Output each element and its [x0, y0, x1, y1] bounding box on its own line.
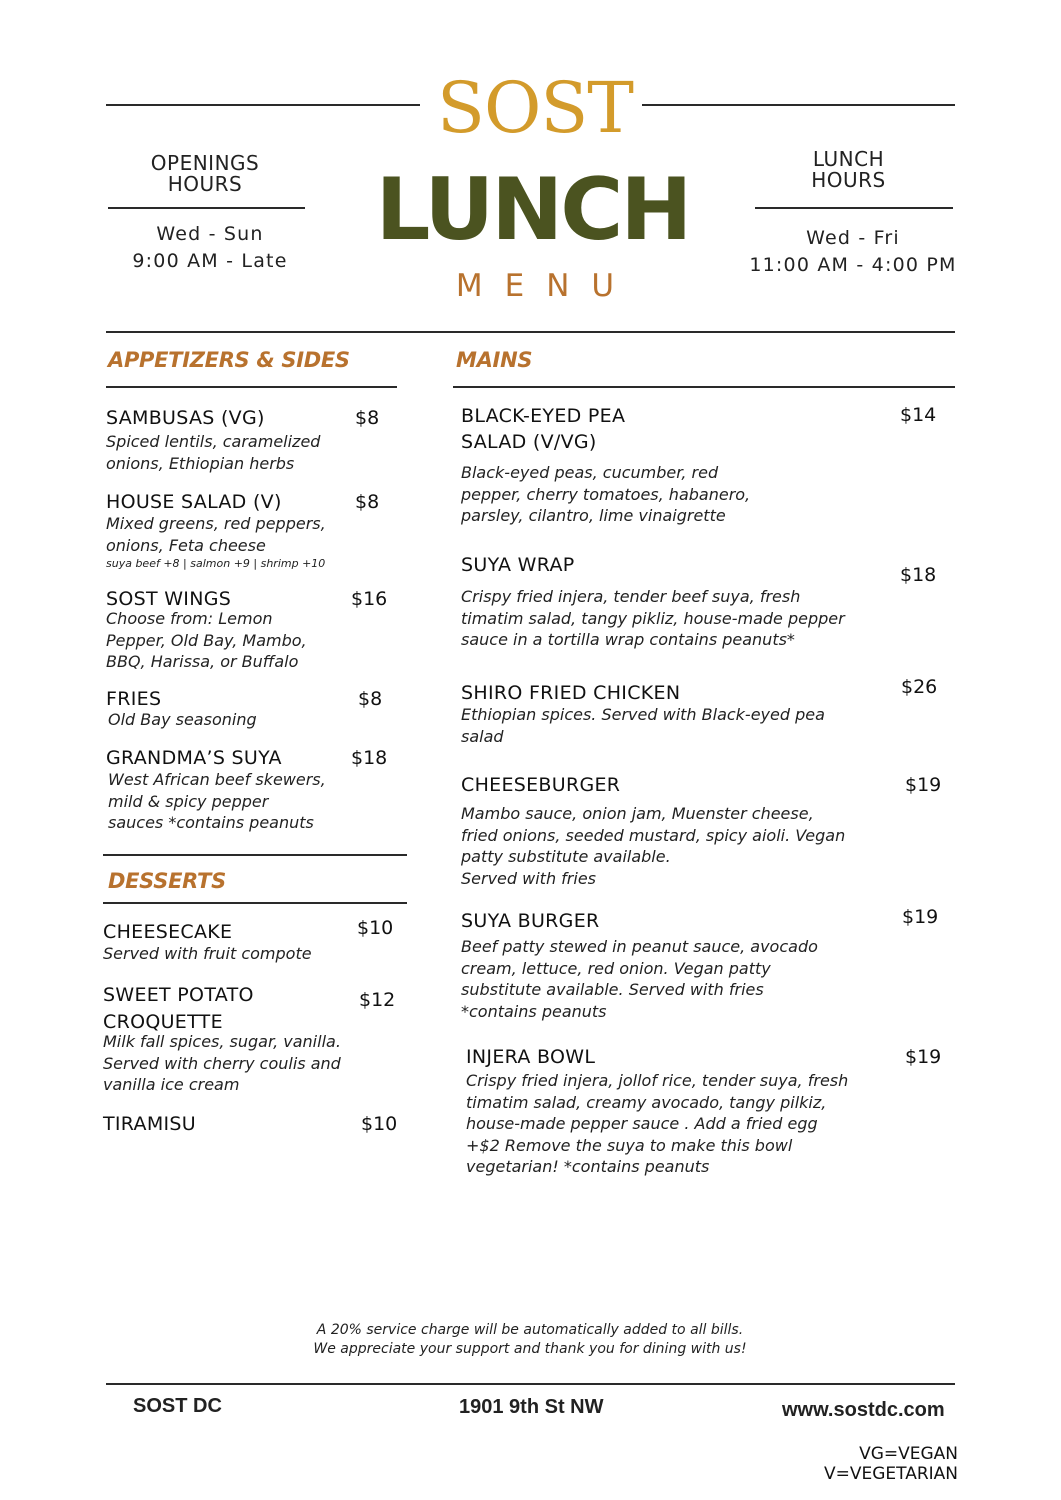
item-description — [106, 513, 326, 556]
note-line: A 20% service charge will be automatically added to all bills. — [316, 1322, 744, 1338]
lunch-hours-heading-line2: HOURS — [811, 168, 886, 192]
desc-line: BBQ, Harissa, or Buffalo — [106, 652, 299, 671]
desc-line: cream, lettuce, red onion. Vegan patty — [461, 958, 771, 978]
desc-line: Old Bay seasoning — [108, 710, 257, 729]
item-price: $8 — [355, 407, 380, 429]
name-line: CROQUETTE — [103, 1011, 223, 1033]
lunch-hours-time: 11:00 AM - 4:00 PM — [749, 254, 957, 276]
desc-line: Ethiopian spices. Served with Black-eyed pea — [461, 705, 825, 724]
item-price: $18 — [351, 747, 388, 769]
footer-rule — [106, 1383, 955, 1385]
desc-line: Milk fall spices, sugar, vanilla. — [103, 1032, 341, 1051]
opening-hours-text — [110, 221, 310, 275]
lunch-hours-text — [748, 225, 958, 279]
sost-logo: SOST — [437, 67, 633, 149]
item-description — [106, 608, 307, 673]
desc-line: timatim salad, creamy avocado, tangy pilkiz, — [466, 1092, 827, 1112]
desc-line: Mambo sauce, onion jam, Muenster cheese, — [461, 804, 814, 823]
desc-line: patty substitute available. — [461, 847, 671, 866]
item-price: $16 — [351, 588, 388, 610]
desc-line: Crispy fried injera, tender beef suya, fresh — [461, 587, 801, 606]
header-rule-right — [642, 104, 955, 106]
item-name: SHIRO FRIED CHICKEN — [461, 682, 681, 704]
lunch-hours-heading — [755, 149, 942, 191]
desc-line: Served with fruit compote — [103, 944, 312, 963]
header-bottom-rule — [106, 331, 955, 333]
desserts-title: DESSERTS — [108, 869, 226, 893]
item-description — [461, 936, 818, 1022]
item-name: FRIES — [106, 688, 162, 710]
opening-hours-heading — [110, 153, 300, 195]
page-subtitle: MENU — [455, 268, 637, 304]
desc-line: *contains peanuts — [461, 1001, 607, 1021]
restaurant-name: SOST DC — [133, 1395, 222, 1417]
appetizers-rule — [106, 386, 397, 388]
item-description — [461, 704, 825, 747]
item-price: $26 — [901, 676, 938, 698]
desc-line: mild & spicy pepper — [108, 791, 269, 811]
header-rule-left — [106, 104, 420, 106]
desc-line: substitute available. Served with fries — [461, 980, 764, 999]
item-price: $10 — [361, 1113, 398, 1135]
restaurant-address: 1901 9th St NW — [459, 1396, 604, 1418]
desc-line: Pepper, Old Bay, Mambo, — [106, 630, 307, 650]
desc-line: vanilla ice cream — [103, 1075, 240, 1094]
desc-line: salad — [461, 726, 504, 746]
item-description — [461, 462, 750, 527]
desc-line: parsley, cilantro, lime vinaigrette — [461, 506, 726, 525]
desc-line: Mixed greens, red peppers, — [106, 514, 326, 533]
desc-line: fried onions, seeded mustard, spicy aioli. Vegan — [461, 825, 846, 845]
appetizers-title: APPETIZERS & SIDES — [108, 348, 350, 372]
legend-vegetarian: V=VEGETARIAN — [823, 1464, 958, 1484]
item-name: CHEESEBURGER — [461, 774, 621, 796]
lunch-hours-rule — [755, 207, 953, 209]
item-name: HOUSE SALAD (V) — [106, 491, 282, 513]
opening-hours-heading-line2: HOURS — [167, 172, 243, 196]
desc-line: vegetarian! *contains peanuts — [466, 1157, 710, 1176]
desc-line: onions, Feta cheese — [106, 535, 266, 555]
diet-legend — [824, 1444, 958, 1484]
desserts-rule — [103, 902, 407, 904]
item-description — [108, 769, 326, 834]
restaurant-website[interactable]: www.sostdc.com — [782, 1399, 945, 1421]
desc-line: West African beef skewers, — [108, 770, 326, 789]
opening-hours-heading-line1: OPENINGS — [150, 151, 260, 175]
desc-line: sauces *contains peanuts — [108, 813, 314, 832]
mains-rule — [453, 386, 955, 388]
item-name: SAMBUSAS (VG) — [106, 407, 265, 429]
item-name: SOST WINGS — [106, 588, 232, 610]
item-description — [106, 431, 320, 474]
item-description — [461, 803, 845, 889]
note-line: We appreciate your support and thank you for dining with us! — [313, 1341, 747, 1357]
item-price: $19 — [905, 1046, 942, 1068]
desc-line: house-made pepper sauce . Add a fried egg — [466, 1114, 818, 1133]
item-price: $19 — [905, 774, 942, 796]
name-line: BLACK-EYED PEA — [461, 405, 626, 427]
item-name: SUYA WRAP — [461, 554, 575, 576]
item-price: $8 — [355, 491, 380, 513]
service-charge-note — [250, 1321, 810, 1359]
opening-hours-rule — [108, 207, 305, 209]
item-description — [466, 1070, 848, 1178]
item-price: $14 — [900, 404, 937, 426]
item-price: $12 — [359, 989, 396, 1011]
opening-hours-days: Wed - Sun — [156, 223, 264, 245]
item-name: TIRAMISU — [103, 1113, 197, 1135]
item-addons: suya beef +8 | salmon +9 | shrimp +10 — [106, 557, 326, 570]
lunch-hours-heading-line1: LUNCH — [812, 147, 885, 171]
item-price: $10 — [357, 917, 394, 939]
desc-line: Spiced lentils, caramelized — [106, 432, 321, 451]
item-description — [108, 709, 257, 731]
item-name: SUYA BURGER — [461, 910, 600, 932]
item-name — [103, 982, 254, 1035]
desc-line: Beef patty stewed in peanut sauce, avocado — [461, 937, 818, 956]
opening-hours-time: 9:00 AM - Late — [132, 250, 288, 272]
mains-title: MAINS — [456, 348, 533, 372]
desc-line: onions, Ethiopian herbs — [106, 453, 295, 473]
item-name: GRANDMA’S SUYA — [106, 747, 282, 769]
desc-line: timatim salad, tangy pikliz, house-made pepper — [461, 608, 845, 628]
desc-line: pepper, cherry tomatoes, habanero, — [461, 484, 751, 504]
name-line: SALAD (V/VG) — [461, 431, 597, 453]
name-line: SWEET POTATO — [103, 984, 254, 1006]
desc-line: Served with cherry coulis and — [103, 1053, 341, 1073]
item-price: $18 — [900, 564, 937, 586]
desserts-top-rule — [103, 854, 407, 856]
item-price: $19 — [902, 906, 939, 928]
desc-line: +$2 Remove the suya to make this bowl — [466, 1135, 793, 1155]
desc-line: Served with fries — [461, 868, 596, 888]
desc-line: sauce in a tortilla wrap contains peanuts* — [461, 630, 795, 649]
item-name: INJERA BOWL — [466, 1046, 596, 1068]
desc-line: Crispy fried injera, jollof rice, tender suya, fresh — [466, 1071, 849, 1090]
item-description — [103, 943, 312, 965]
item-name — [461, 403, 625, 455]
item-price: $8 — [358, 688, 383, 710]
desc-line: Choose from: Lemon — [106, 609, 273, 628]
item-description — [461, 586, 845, 651]
desc-line: Black-eyed peas, cucumber, red — [461, 463, 719, 482]
page-title: LUNCH — [375, 160, 690, 260]
item-description — [103, 1031, 341, 1096]
item-name: CHEESECAKE — [103, 921, 233, 943]
lunch-hours-days: Wed - Fri — [806, 227, 900, 249]
legend-vegan: VG=VEGAN — [859, 1444, 958, 1464]
